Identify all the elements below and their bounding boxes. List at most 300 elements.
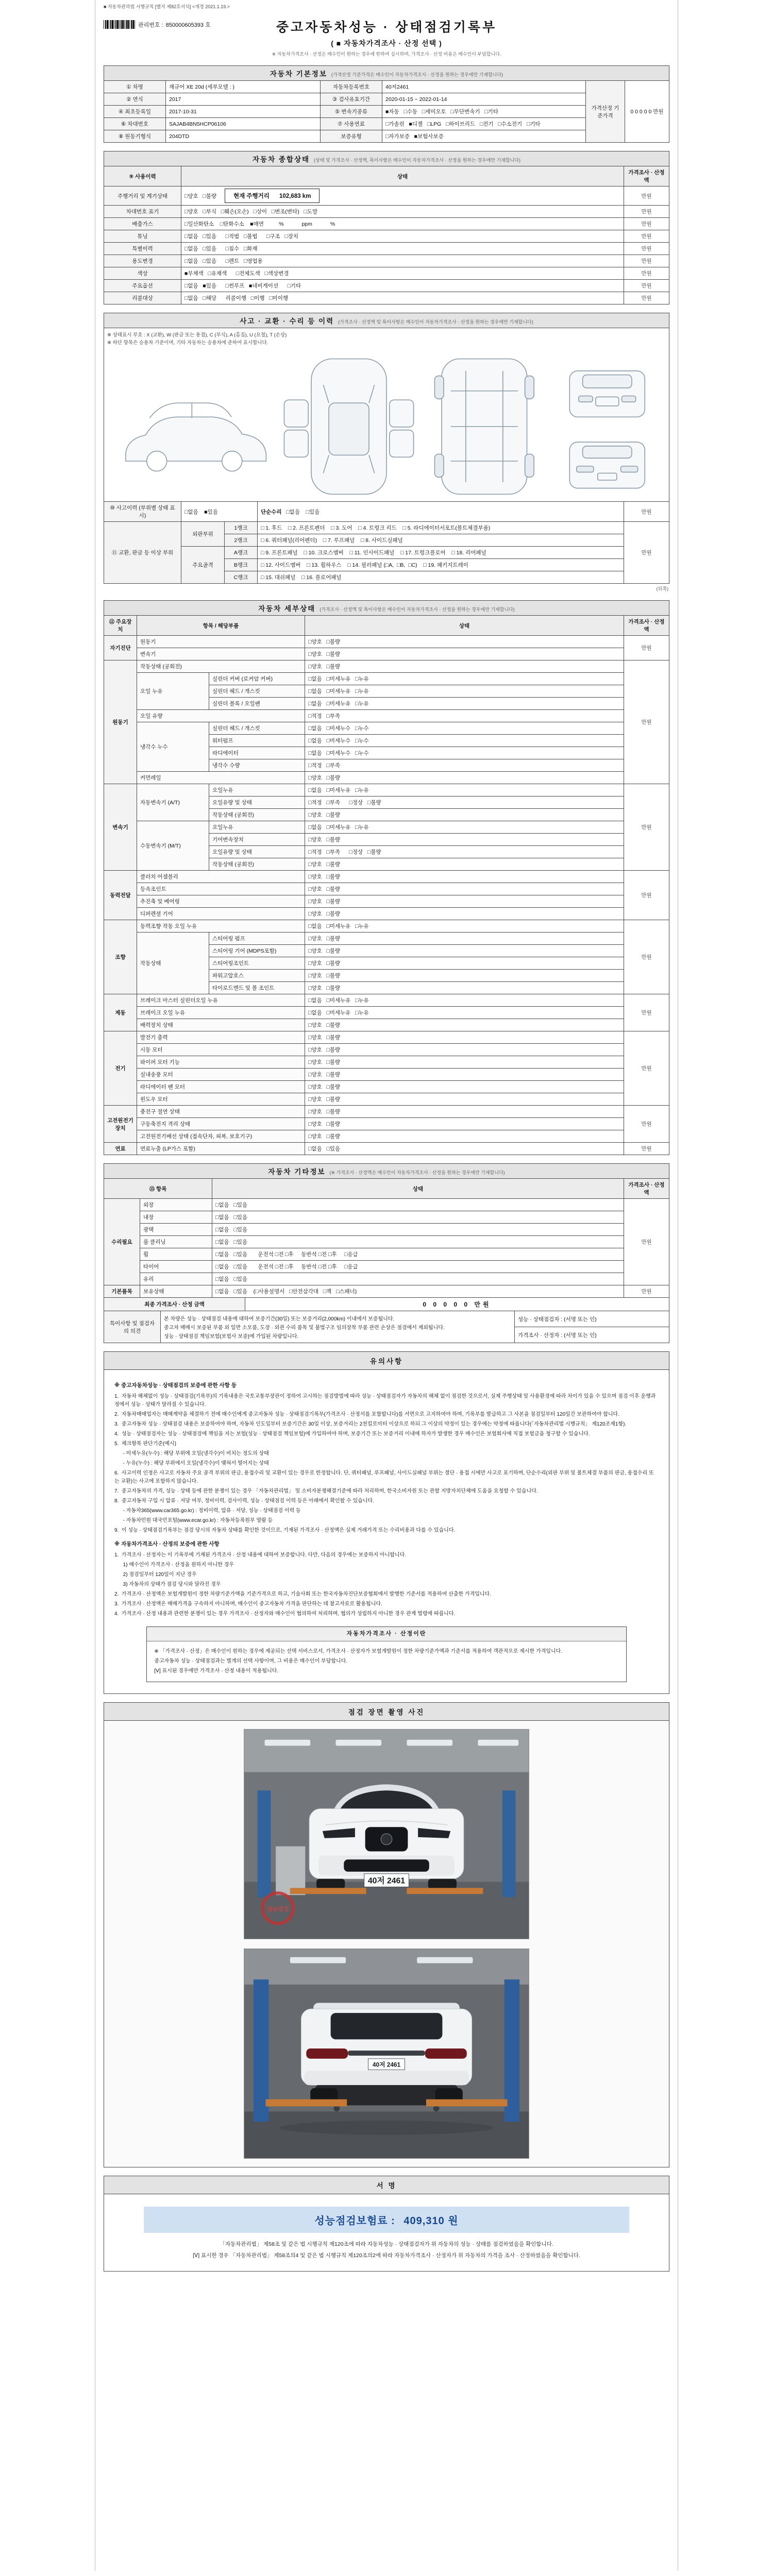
section-header [104, 151, 669, 166]
price-cell: 만원 [624, 280, 669, 292]
column-header: 상태 [181, 166, 624, 187]
section-title: 자동차 기본정보 [270, 70, 327, 78]
column-header: ⑫ 주요장치 [104, 616, 137, 636]
notice-item: - 누유(누수) : 해당 부위에서 오일(냉각수)이 맺혀서 떨어지는 상태 [114, 1460, 269, 1466]
stamp-text: 성능점검 [267, 1906, 289, 1912]
simple-repair-label: 단순수리 [261, 509, 282, 515]
exchange-label: ⑪ 교환, 판금 등 이상 부위 [104, 522, 181, 584]
group-label: 자기진단 [104, 636, 137, 660]
inspection-photo-rear [244, 1948, 529, 2159]
subitem-label: 스티어링 기어 (MDPS포함) [209, 945, 305, 957]
detail-row [104, 1224, 669, 1236]
detail-row [104, 883, 669, 895]
section-note: (가격조사 · 산정액 및 특이사항은 매수인이 자동차가격조사 · 산정을 원하는 경우에만 기재합니다) [320, 607, 515, 612]
field-label: ⑥ 차대번호 [104, 118, 166, 130]
subitem-label: 실린더 헤드 / 개스킷 [209, 722, 305, 735]
notice-item: 2) 점검일부터 120일이 지난 경우 [114, 1571, 197, 1578]
notice-item: 7. 중고자동차의 가격, 성능 · 상태 등에 관한 분쟁이 있는 경우 「자동차관리법」 및 소비자분쟁해결기준에 따라 처리하며, 한국소비자원 또는 관할 지방자치단체에 도움을 요청할 수 있습니다. [114, 1488, 538, 1494]
field-value: 40저2461 [382, 81, 586, 93]
item-label: 타이어 [140, 1261, 212, 1273]
damage-diagram-cell [104, 328, 669, 502]
price-cell: 만원 [624, 255, 669, 267]
row-state: □적정 □부족 [305, 759, 624, 772]
document-page [95, 0, 678, 2571]
row-state: □양호 □불량 [305, 957, 624, 970]
row-label: 주요옵션 [104, 280, 181, 292]
row-label: 주행거리 및 계기상태 [104, 187, 181, 206]
basic-info-table [104, 65, 669, 143]
item-label: 윈도우 모터 [137, 1093, 305, 1106]
notice-subtitle: ※ 자동차가격조사 · 산정의 보증에 관한 사항 [114, 1540, 220, 1547]
row-state: □양호 □불량 [305, 809, 624, 821]
simple-repair-state: □없음 □있음 [286, 509, 320, 515]
row-state: □양호 □부식 □훼손(오손) □상이 □변조(변타) □도말 [181, 206, 624, 218]
subitem-label: 오일누유 [209, 784, 305, 796]
group-label: 동력전달 [104, 871, 137, 920]
detail-row [104, 1130, 669, 1143]
price-cell: 만원 [624, 230, 669, 243]
row-state: □없음 □있음 [212, 1199, 624, 1211]
rank-items: □ 12. 사이드멤버 □ 13. 휠하우스 □ 14. 필러패널 (□A, □B, □C) □ 19. 패키지트레이 [258, 559, 624, 571]
price-cell: 만원 [624, 1106, 669, 1143]
item-label: 유리 [140, 1273, 212, 1285]
section-title: 자동차 세부상태 [258, 605, 316, 613]
field-label: ③ 검사유효기간 [321, 93, 382, 106]
row-state: □양호 □불량 [305, 970, 624, 982]
group-label: 전기 [104, 1031, 137, 1106]
detail-row [104, 933, 669, 945]
section-header [104, 601, 669, 616]
detail-row [104, 821, 669, 834]
row-state: □양호 □불량 [305, 883, 624, 895]
car-damage-diagram [107, 349, 666, 499]
status-row [104, 230, 669, 243]
rank-items: □ 15. 대쉬패널 □ 16. 플로어패널 [258, 571, 624, 584]
field-label: ④ 최초등록일 [104, 106, 166, 118]
notice-item: 2. 자동차매매업자는 매매계약을 체결하기 전에 매수인에게 중고자동차 성능 · 상태점검기록부(가격조사 · 산정서를 포함합니다)를 서면으로 고지하여야 하며, 기록부를 발급하고 그 사본을 점검일부터 120일간 보관하여야 합니다. [114, 1411, 619, 1417]
row-state: □양호 □불량 [305, 908, 624, 920]
accident-history-state: □없음 ■있음 [181, 502, 258, 522]
detail-row [104, 636, 669, 648]
item-label: 구동축전지 격리 상태 [137, 1118, 305, 1130]
item-label: 휠 [140, 1248, 212, 1261]
column-header: ⑨ 사용이력 [104, 166, 181, 187]
group-label: 기본품목 [104, 1285, 140, 1298]
status-row [104, 280, 669, 292]
page-title: 중고자동차성능 · 상태점검기록부 [276, 20, 497, 35]
item-label: 오일 누유 [137, 673, 209, 710]
subitem-label: 오일유량 및 상태 [209, 846, 305, 858]
remarks-table [104, 1311, 669, 1343]
notice-item: 1) 매수인이 가격조사 · 산정을 원하지 아니한 경우 [114, 1562, 234, 1568]
section-header [104, 66, 669, 81]
item-label: 연료누출 (LP가스 포함) [137, 1143, 305, 1155]
notice-item: 3) 자동차의 상태가 점검 당시와 달라진 경우 [114, 1581, 221, 1587]
detail-row [104, 1143, 669, 1155]
field-value: 2017 [166, 93, 321, 106]
detail-row [104, 895, 669, 908]
subitem-label: 워터펌프 [209, 735, 305, 747]
price-cell: 만원 [624, 1199, 669, 1285]
row-state: □없음 □있음 [305, 1143, 624, 1155]
column-header: 항목 / 해당부품 [137, 616, 305, 636]
item-label: 수동변속기 (M/T) [137, 821, 209, 871]
signature-body [104, 2194, 669, 2271]
subitem-label: 작동상태 (공회전) [209, 858, 305, 871]
row-state: □없음 ■있음 □썬루프 ■네비게이션 □기타 [181, 280, 624, 292]
item-label: 클러치 어셈블리 [137, 871, 305, 883]
row-state: □없음 □미세누유 □누유 [305, 1007, 624, 1019]
row-state: □없음 □미세누유 □누유 [305, 698, 624, 710]
remark-line: 중고차 매매시 보증된 부품 외 일반 소모품, 도장 · 외관 수리 품목 및 불법구조 임의장착 부품 관련 손상은 점검에서 제외됩니다. [164, 1325, 445, 1331]
price-cell: 만원 [624, 1285, 669, 1298]
item-label: 냉각수 누수 [137, 722, 209, 772]
subitem-label: 실린더 커버 (로커암 커버) [209, 673, 305, 685]
row-state: □없음 □미세누유 □누유 [305, 821, 624, 834]
form-reference: ■ 자동차관리법 시행규칙 [별지 제82호서식] <개정 2021.1.19.> [104, 4, 230, 9]
field-label: 자동차등록번호 [321, 81, 382, 93]
simple-repair-cell [258, 502, 624, 522]
notice-items-a [114, 1393, 659, 1535]
manage-number [104, 20, 211, 29]
price-cell: 만원 [624, 187, 669, 206]
row-state: □없음 □미세누유 □누유 [305, 994, 624, 1007]
group-label: 고전원전기장치 [104, 1106, 137, 1143]
status-row [104, 292, 669, 304]
item-label: 와이퍼 모터 기능 [137, 1056, 305, 1069]
lift-arm [290, 1888, 366, 1894]
column-header: 가격조사 · 산정액 [624, 616, 669, 636]
detail-row [104, 908, 669, 920]
overall-status-table [104, 151, 669, 304]
notice-section [104, 1351, 669, 1694]
column-header: 상태 [305, 616, 624, 636]
detail-row [104, 1199, 669, 1211]
car-underbody-diagram [434, 359, 534, 494]
row-state: □없음 □있음 [212, 1224, 624, 1236]
definition-line: 중고자동차 성능 · 상태점검과는 별개의 선택 사항이며, 그 비용은 매수인이 부담합니다. [154, 1658, 348, 1665]
row-state: □양호 □불량 [305, 660, 624, 673]
rank-label: 1랭크 [225, 522, 258, 534]
definition-line: ※ 「가격조사 · 산정」은 매수인이 원하는 경우에 제공되는 선택 서비스로서, 가격조사 · 산정자가 보험개발원이 정한 차량기준가액과 기준서를 적용하여 객관적으로 제시한 가격입니다. [154, 1649, 563, 1655]
group-label: 수리필요 [104, 1199, 140, 1285]
column-header: 가격조사 · 산정액 [624, 166, 669, 187]
field-label: ⑦ 사용연료 [321, 118, 382, 130]
detail-status-table [104, 600, 669, 1155]
subitem-label: 오일유량 및 상태 [209, 796, 305, 809]
outer-panel-label: 외판부위 [181, 522, 225, 547]
item-label: 작동상태 [137, 933, 209, 994]
item-label: 발전기 출력 [137, 1031, 305, 1044]
lift-post [502, 1790, 516, 1897]
notice-subtitle: ※ 중고자동차성능 · 상태점검의 보증에 관한 사항 등 [114, 1382, 237, 1388]
row-label: 차대번호 표기 [104, 206, 181, 218]
row-label: 튜닝 [104, 230, 181, 243]
price-cell: 만원 [624, 206, 669, 218]
item-label: 실내송풍 모터 [137, 1069, 305, 1081]
photo-rear-svg [244, 1949, 529, 2158]
main-frame-label: 주요골격 [181, 547, 225, 584]
status-row [104, 206, 669, 218]
confirmation-line-2: [Ⅴ] 표시한 경우 「자동차관리법」 제58조의4 및 같은 법 시행규칙 제120조의2에 따라 자동차가격조사 · 산정자가 위 자동차의 가격을 조사 · 산정하였음을 확인합니다. [193, 2252, 580, 2259]
garage-cabinet [276, 1846, 305, 1895]
row-state: □없음 □미세누유 □누유 [305, 685, 624, 698]
detail-row [104, 673, 669, 685]
price-cell: 만원 [624, 267, 669, 280]
item-label: 브레이크 마스터 실린더오일 누유 [137, 994, 305, 1007]
price-cell: 만원 [624, 784, 669, 871]
row-label: 색상 [104, 267, 181, 280]
section-title: 사고 · 교환 · 수리 등 이력 [240, 317, 334, 325]
detail-row [104, 1106, 669, 1118]
photo-front-svg [244, 1730, 529, 1939]
row-state: □양호 □불량 [305, 1044, 624, 1056]
mileage-box: 현재 주행거리 102,683 km [225, 189, 320, 203]
subitem-label: 오일누유 [209, 821, 305, 834]
item-label: 커먼레일 [137, 772, 305, 784]
rank-label: C랭크 [225, 571, 258, 584]
photos-title: 점검 장면 촬영 사진 [104, 1703, 669, 1721]
item-label: 등속조인트 [137, 883, 305, 895]
row-label: 배출가스 [104, 218, 181, 230]
row-state: □양호 □불량 [305, 871, 624, 883]
detail-row [104, 1069, 669, 1081]
barcode-icon [104, 20, 136, 29]
remarks-label: 특이사항 및 점검자의 의견 [104, 1311, 161, 1343]
signature-title: 서 명 [104, 2176, 669, 2194]
row-state: □양호 □불량 [305, 1056, 624, 1069]
group-label: 제동 [104, 994, 137, 1031]
notice-item: 6. 사고이력 인정은 사고로 자동차 주요 골격 부위의 판금, 용접수리 및 교환이 있는 경우로 한정합니다. 단, 쿼터패널, 루프패널, 사이드실패널 부위는 절단 · 용접 시에만 사고로 표기하며, 단순수리(외판 부위 및 볼트체결 부품의 판금, 용접수리 또는 교환)는 사고에 포함하지 않습니다. [114, 1470, 654, 1484]
subitem-label: 작동상태 (공회전) [209, 809, 305, 821]
group-label: 변속기 [104, 784, 137, 871]
lift-arm [407, 1888, 483, 1894]
detail-row [104, 994, 669, 1007]
field-value: 2020-01-15 ~ 2022-01-14 [382, 93, 586, 106]
photos-section [104, 1702, 669, 2167]
lift-arm [265, 2099, 347, 2107]
subitem-label: 파워고압호스 [209, 970, 305, 982]
detail-row [104, 772, 669, 784]
field-value: ■자동 □수동 □세미오토 □무단변속기 □기타 [382, 106, 586, 118]
subitem-label: 실린더 헤드 / 개스킷 [209, 685, 305, 698]
field-label: ⑤ 변속기종류 [321, 106, 382, 118]
row-state: □양호 □불량 [305, 1093, 624, 1106]
field-value: □자가보증 ■보험사보증 [382, 130, 586, 143]
group-label: 원동기 [104, 660, 137, 784]
car-rear-view-diagram [569, 442, 645, 488]
status-row [104, 267, 669, 280]
row-state: ■무채색 □유채색 □전체도색 □색상변경 [181, 267, 624, 280]
notice-item: - 자동차민원 대국민포털(www.ecar.go.kr) : 자동차등록원부 열람 등 [114, 1517, 273, 1523]
group-label: 조향 [104, 920, 137, 994]
row-state: □없음 □미세누유 □누유 [305, 673, 624, 685]
row-state: □없음 □있음 운전석 □전 □후 동반석 □전 □후 □응급 [212, 1248, 624, 1261]
price-appraisal-definition-box [146, 1626, 626, 1683]
section-title: 자동차 종합상태 [253, 156, 310, 163]
field-value: SAJAB4BN5HCP06106 [166, 118, 321, 130]
item-label: 룸 클리닝 [140, 1236, 212, 1248]
section-note: (가격산정 기준가격은 매수인이 자동차가격조사 · 산정을 원하는 경우에만 기재합니다) [331, 72, 503, 77]
row-state: □양호 □불량 [305, 1130, 624, 1143]
detail-row [104, 1261, 669, 1273]
item-label: 추진축 및 베어링 [137, 895, 305, 908]
notice-item: 3. 가격조사 · 산정액은 매매가격을 구속하지 아니하며, 매수인이 중고자동차 가격을 판단하는 데 참고자료로 활용됩니다. [114, 1601, 382, 1607]
row-state: □없음 □있음 [212, 1211, 624, 1224]
inspector-signature: 성능 · 상태점검자 : (서명 또는 인) [515, 1311, 669, 1327]
final-price-label: 최종 가격조사 · 산정 금액 [104, 1298, 245, 1311]
detail-row [104, 1044, 669, 1056]
damage-legend [107, 331, 666, 346]
detail-row [104, 871, 669, 883]
field-value: 2017-10-31 [166, 106, 321, 118]
row-state: □양호 □불량 [305, 1081, 624, 1093]
group-label: 연료 [104, 1143, 137, 1155]
item-label: 보유상태 [140, 1285, 212, 1298]
row-state: □없음 □해당 리콜이행 □이행 □미이행 [181, 292, 624, 304]
row-state: □없음 □미세누수 □누수 [305, 747, 624, 759]
notice-item: - 미세누유(누수) : 해당 부위에 오일(냉각수)이 비치는 정도의 상태 [114, 1450, 269, 1456]
rank-items: □ 6. 쿼터패널(리어펜더) □ 7. 루프패널 □ 8. 사이드실패널 [258, 534, 624, 547]
detail-row [104, 660, 669, 673]
notice-item: 4. 성능 · 상태점검자는 성능 · 상태점검에 책임을 지는 보험(성능 · 상태점검 책임보험)에 가입하여야 하며, 보증기간 또는 보증거리 이내에 하자가 발생한 경우 매수인은 보험회사에 직접 보험금을 청구할 수 있습니다. [114, 1431, 590, 1437]
column-header: 상태 [212, 1179, 624, 1199]
row-label: 특별이력 [104, 243, 181, 255]
row-state: □양호 □불량 [305, 1031, 624, 1044]
inspection-photo-front [244, 1729, 529, 1939]
header-note: ※ 자동차가격조사 · 산정은 매수인이 원하는 경우에 한하여 실시하며, 가격조사 · 산정 비용은 매수인이 부담합니다. [272, 52, 501, 57]
rank-label: B랭크 [225, 559, 258, 571]
subitem-label: 라디에이터 [209, 747, 305, 759]
field-label: ① 차명 [104, 81, 166, 93]
row-state: □없음 □미세누유 □누유 [305, 784, 624, 796]
price-cell: 만원 [624, 243, 669, 255]
row-state: □없음 □미세누수 □누수 [305, 722, 624, 735]
row-state: □없음 □있음 운전석 □전 □후 동반석 □전 □후 □응급 [212, 1261, 624, 1273]
notice-item: 1. 가격조사 · 산정자는 이 기록부에 기재된 가격조사 · 산정 내용에 대하여 보증합니다. 다만, 다음의 경우에는 보증하지 아니합니다. [114, 1552, 407, 1558]
page-marker: (뒤쪽) [656, 586, 668, 591]
detail-row [104, 1236, 669, 1248]
notice-body [104, 1370, 669, 1693]
subitem-label: 냉각수 수량 [209, 759, 305, 772]
final-price-table [104, 1297, 669, 1311]
detail-row [104, 648, 669, 660]
status-row [104, 187, 669, 206]
field-label: ⑧ 원동기형식 [104, 130, 166, 143]
item-label: 광택 [140, 1224, 212, 1236]
manage-number-value: 850000605393 호 [165, 22, 211, 28]
row-state: □양호 □불량 [305, 933, 624, 945]
column-header: ⑬ 항목 [104, 1179, 212, 1199]
subitem-label: 실린더 블록 / 오일팬 [209, 698, 305, 710]
status-row [104, 255, 669, 267]
detail-row [104, 722, 669, 735]
license-plate-number: 40저 2461 [367, 1876, 406, 1886]
rank-items: □ 9. 프론트패널 □ 10. 크로스멤버 □ 11. 인사이드패널 □ 17. 트렁크플로어 □ 18. 리어패널 [258, 547, 624, 559]
price-cell: 만원 [624, 502, 669, 522]
item-label: 자동변속기 (A/T) [137, 784, 209, 821]
row-state: □양호 □불량 [305, 636, 624, 648]
row-state: □적정 □부족 □정상 □불량 [305, 846, 624, 858]
car-top-spread-diagram [284, 359, 413, 494]
car-front-view-diagram [569, 371, 645, 417]
notice-item: - 자동차365(www.car365.go.kr) : 정비이력, 압류 · 저당, 성능 · 상태점검 이력 등 [114, 1507, 301, 1514]
field-value: 재규어 XE 20d (세부모델 : ) [166, 81, 321, 93]
row-state: □양호 □불량 현재 주행거리 102,683 km [181, 187, 624, 206]
row-state: □양호 □불량 [305, 895, 624, 908]
base-price-label: 가격산정 기준가격 [585, 81, 625, 143]
detail-row [104, 1285, 669, 1298]
signature-section [104, 2176, 669, 2272]
detail-row [104, 1273, 669, 1285]
field-label: ② 연식 [104, 93, 166, 106]
field-value: □가솔린 ■디젤 □LPG □하이브리드 □전기 □수소전기 □기타 [382, 118, 586, 130]
detail-row [104, 784, 669, 796]
row-state: □적정 □부족 [305, 710, 624, 722]
item-label: 라디에이터 팬 모터 [137, 1081, 305, 1093]
lift-arm [426, 2099, 508, 2107]
notice-item: 2. 가격조사 · 산정액은 보험개발원이 정한 차량기준가액을 기준가격으로 하고, 기술사회 또는 한국자동차진단보증협회에서 발행한 기준서를 적용하여 산출한 가격입니다. [114, 1591, 491, 1597]
detail-row [104, 1118, 669, 1130]
notice-items-b [114, 1551, 659, 1618]
field-value: 204DTD [166, 130, 321, 143]
premium-label: 성능점검보험료 : [314, 2215, 395, 2227]
row-state: □없음 □있음 (□사용설명서 □안전삼각대 □잭 □스패너) [212, 1285, 624, 1298]
definition-box-body [147, 1641, 626, 1682]
item-label: 브레이크 오일 누유 [137, 1007, 305, 1019]
item-label: 원동기 [137, 636, 305, 648]
section-note: (상태 및 가격조사 · 산정액, 특이사항은 매수인이 자동차가격조사 · 산정을 원하는 경우에만 기재합니다) [314, 158, 520, 163]
notice-item: 9. 이 성능 · 상태점검기록부는 점검 당시의 자동차 상태를 확인한 것이므로, 기재된 가격조사 · 산정액은 실제 거래가격 또는 수리비용과 다를 수 있습니다. [114, 1527, 456, 1533]
item-label: 변속기 [137, 648, 305, 660]
subitem-label: 타이로드엔드 및 볼 조인트 [209, 982, 305, 994]
row-state: □없음 □있음 □적법 □불법 □구조 □장치 [181, 230, 624, 243]
notice-item: 3. 중고자동차 성능 · 상태점검 내용은 보증하여야 하며, 자동차 인도일부터 보증기간은 30일 이상, 보증거리는 2천킬로미터 이상으로 하되 그 이상의 약정이 있는 경우에는 약정에 따릅니다(「자동차관리법 시행규칙」 제120조제1항). [114, 1421, 627, 1427]
legend-line: ※ 하단 항목은 승용차 기준이며, 기타 자동차는 승용차에 준하여 표시합니다. [107, 340, 268, 346]
row-state: □양호 □불량 [305, 1118, 624, 1130]
premium-banner [144, 2207, 630, 2233]
photos-body [104, 1721, 669, 2167]
rank-label: A랭크 [225, 547, 258, 559]
detail-row [104, 1007, 669, 1019]
price-cell: 만원 [624, 1031, 669, 1106]
row-state: □양호 □불량 [305, 858, 624, 871]
item-label: 충전구 절연 상태 [137, 1106, 305, 1118]
rank-label: 2랭크 [225, 534, 258, 547]
row-label: 리콜대상 [104, 292, 181, 304]
subitem-label: 기어변속장치 [209, 834, 305, 846]
price-cell: 만원 [624, 636, 669, 660]
detail-row [104, 920, 669, 933]
status-row [104, 218, 669, 230]
price-cell: 만원 [624, 1143, 669, 1155]
item-label: 디퍼렌셜 기어 [137, 908, 305, 920]
notice-item: 8. 중고자동차 구입 시 압류 · 저당 여부, 정비이력, 검사이력, 성능 · 상태점검 이력 등은 아래에서 확인할 수 있습니다. [114, 1498, 374, 1504]
detail-row [104, 1019, 669, 1031]
notice-item: 1. 자동차 해체없이 성능 · 상태점검(기록부)의 기록내용은 국토교통부장관이 정하여 고시하는 점검방법에 따라 성능 · 상태점검자가 자동차의 해체 없이 점검한 것으로서, 실제 주행상태 및 사용환경에 따라 차이가 있을 수 있으며 점검 이후 운행과정에서 성능 · 상태가 달라질 수 있습니다. [114, 1393, 656, 1408]
row-state: □없음 □있음 [212, 1236, 624, 1248]
remark-line: 본 차량은 성능 · 상태점검 내용에 대하여 보증기간(30일) 또는 보증거리(2,000km) 이내에서 보증됩니다. [164, 1316, 395, 1322]
row-state: □일산화탄소 □탄화수소 ■매연 % ppm % [181, 218, 624, 230]
row-label: 용도변경 [104, 255, 181, 267]
manage-number-label: 관리번호 : [138, 22, 163, 28]
item-label: 외장 [140, 1199, 212, 1211]
accident-history-label: ⑩ 사고이력 (부위별 상태 표시) [104, 502, 181, 522]
section-header [104, 313, 669, 328]
item-label: 내장 [140, 1211, 212, 1224]
price-cell: 만원 [624, 522, 669, 584]
row-state: □양호 □불량 [305, 1019, 624, 1031]
